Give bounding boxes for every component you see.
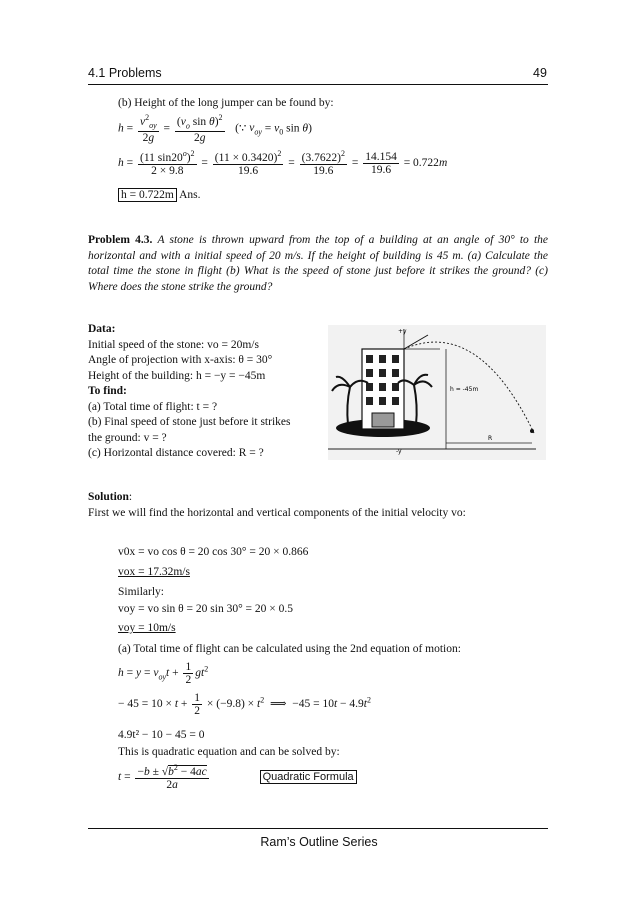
part-b-intro: (b) Height of the long jumper can be found by: [118, 97, 334, 109]
find-line: (c) Horizontal distance covered: R = ? [88, 447, 264, 459]
data-line: Initial speed of the stone: vo = 20m/s [88, 338, 259, 351]
equation-h-formula: h = $\frac{v^2_{oy}}{2g}$ = $\frac{(v_o \sin \theta)^2}{2g}$ (∵ $v_{oy} = v_0$ sin θ) [118, 113, 312, 144]
equation-motion: $h = y = v_{oy}t$ + $\frac{1}{2}$ $gt^2$ [118, 661, 209, 687]
data-line: Angle of projection with x-axis: θ = 30° [88, 354, 273, 366]
section-title: 4.1 Problems [88, 66, 162, 80]
landing-point [530, 429, 534, 433]
equation-vox: v0x = vo cos θ = 20 cos 30° = 20 × 0.866 [118, 546, 309, 558]
find-line: (a) Total time of flight: t = ? [88, 400, 218, 413]
solution-intro: First we will find the horizontal and vertical components of the initial velocity vo: [88, 507, 466, 519]
height-label: h = -45m [450, 386, 479, 393]
result-voy: voy = 10m/s [118, 622, 176, 634]
equation-quadratic: 4.9t² − 10 − 45 = 0 [118, 729, 205, 741]
part-a-intro: (a) Total time of flight can be calculated using the 2nd equation of motion: [118, 643, 461, 655]
result-vox: vox = 17.32m/s [118, 566, 190, 578]
y-axis-label: +y [398, 328, 407, 335]
find-title: To find: [88, 385, 127, 397]
data-title: Data: [88, 323, 116, 335]
solution-title: Solution [88, 491, 129, 503]
answer-line [118, 189, 200, 201]
header-rule [88, 84, 548, 85]
quadratic-intro: This is quadratic equation and can be solved by: [118, 746, 340, 758]
data-block [88, 322, 291, 462]
problem-statement [88, 233, 548, 295]
data-line: Height of the building: h = −y = −45m [88, 369, 266, 382]
projectile-diagram [328, 325, 546, 460]
solution-heading: Solution: [88, 491, 133, 503]
answer-box: h = 0.722m [118, 188, 177, 202]
page-number: 49 [533, 66, 547, 80]
find-line: (b) Final speed of stone just before it strikes [88, 416, 291, 428]
problem-title: Problem 4.3. [88, 234, 153, 246]
neg-y-label: -y [396, 448, 402, 455]
range-label: R [488, 435, 493, 442]
equation-voy: voy = vo sin θ = 20 sin 30° = 20 × 0.5 [118, 603, 294, 615]
quadratic-label: Quadratic Formula [260, 770, 357, 784]
building-door [372, 413, 394, 427]
footer-series: Ram’s Outline Series [260, 835, 378, 849]
find-line: the ground: v = ? [88, 431, 167, 444]
diagram-background [328, 325, 546, 460]
footer-rule [88, 828, 548, 829]
problem-text: A stone is thrown upward from the top of a building at an angle of 30° to the horizontal and with a initial speed of 20 m/s. If the height of building is 45 m. (a) Calculate the total time the stone in flight (b) What is the speed of stone just before it strikes the ground? (c) Where does the stone strike the ground? [88, 234, 548, 293]
quadratic-formula: t = $\frac{-b \pm √b^2 - 4ac}{2a}$ Quadratic Formula [118, 764, 357, 791]
similarly-label: Similarly: [118, 586, 164, 598]
equation-substitution: − 45 = 10 × t + $\frac{1}{2}$ × $(-9.8) \times t^2$ ⟹ $-45 = 10t - 4.9t^2$ [118, 692, 371, 718]
answer-label: Ans. [179, 189, 201, 201]
equation-h-calc: h = $\frac{(11 \sin 20^o)^2}{2 \times 9.8}$ = $\frac{(11 \times 0.3420)^2}{19.6}$ = $\frac{(3.7622)^2}{19.6}$ = $\frac{14.154}{19.6}$ = 0.722m [118, 149, 448, 177]
